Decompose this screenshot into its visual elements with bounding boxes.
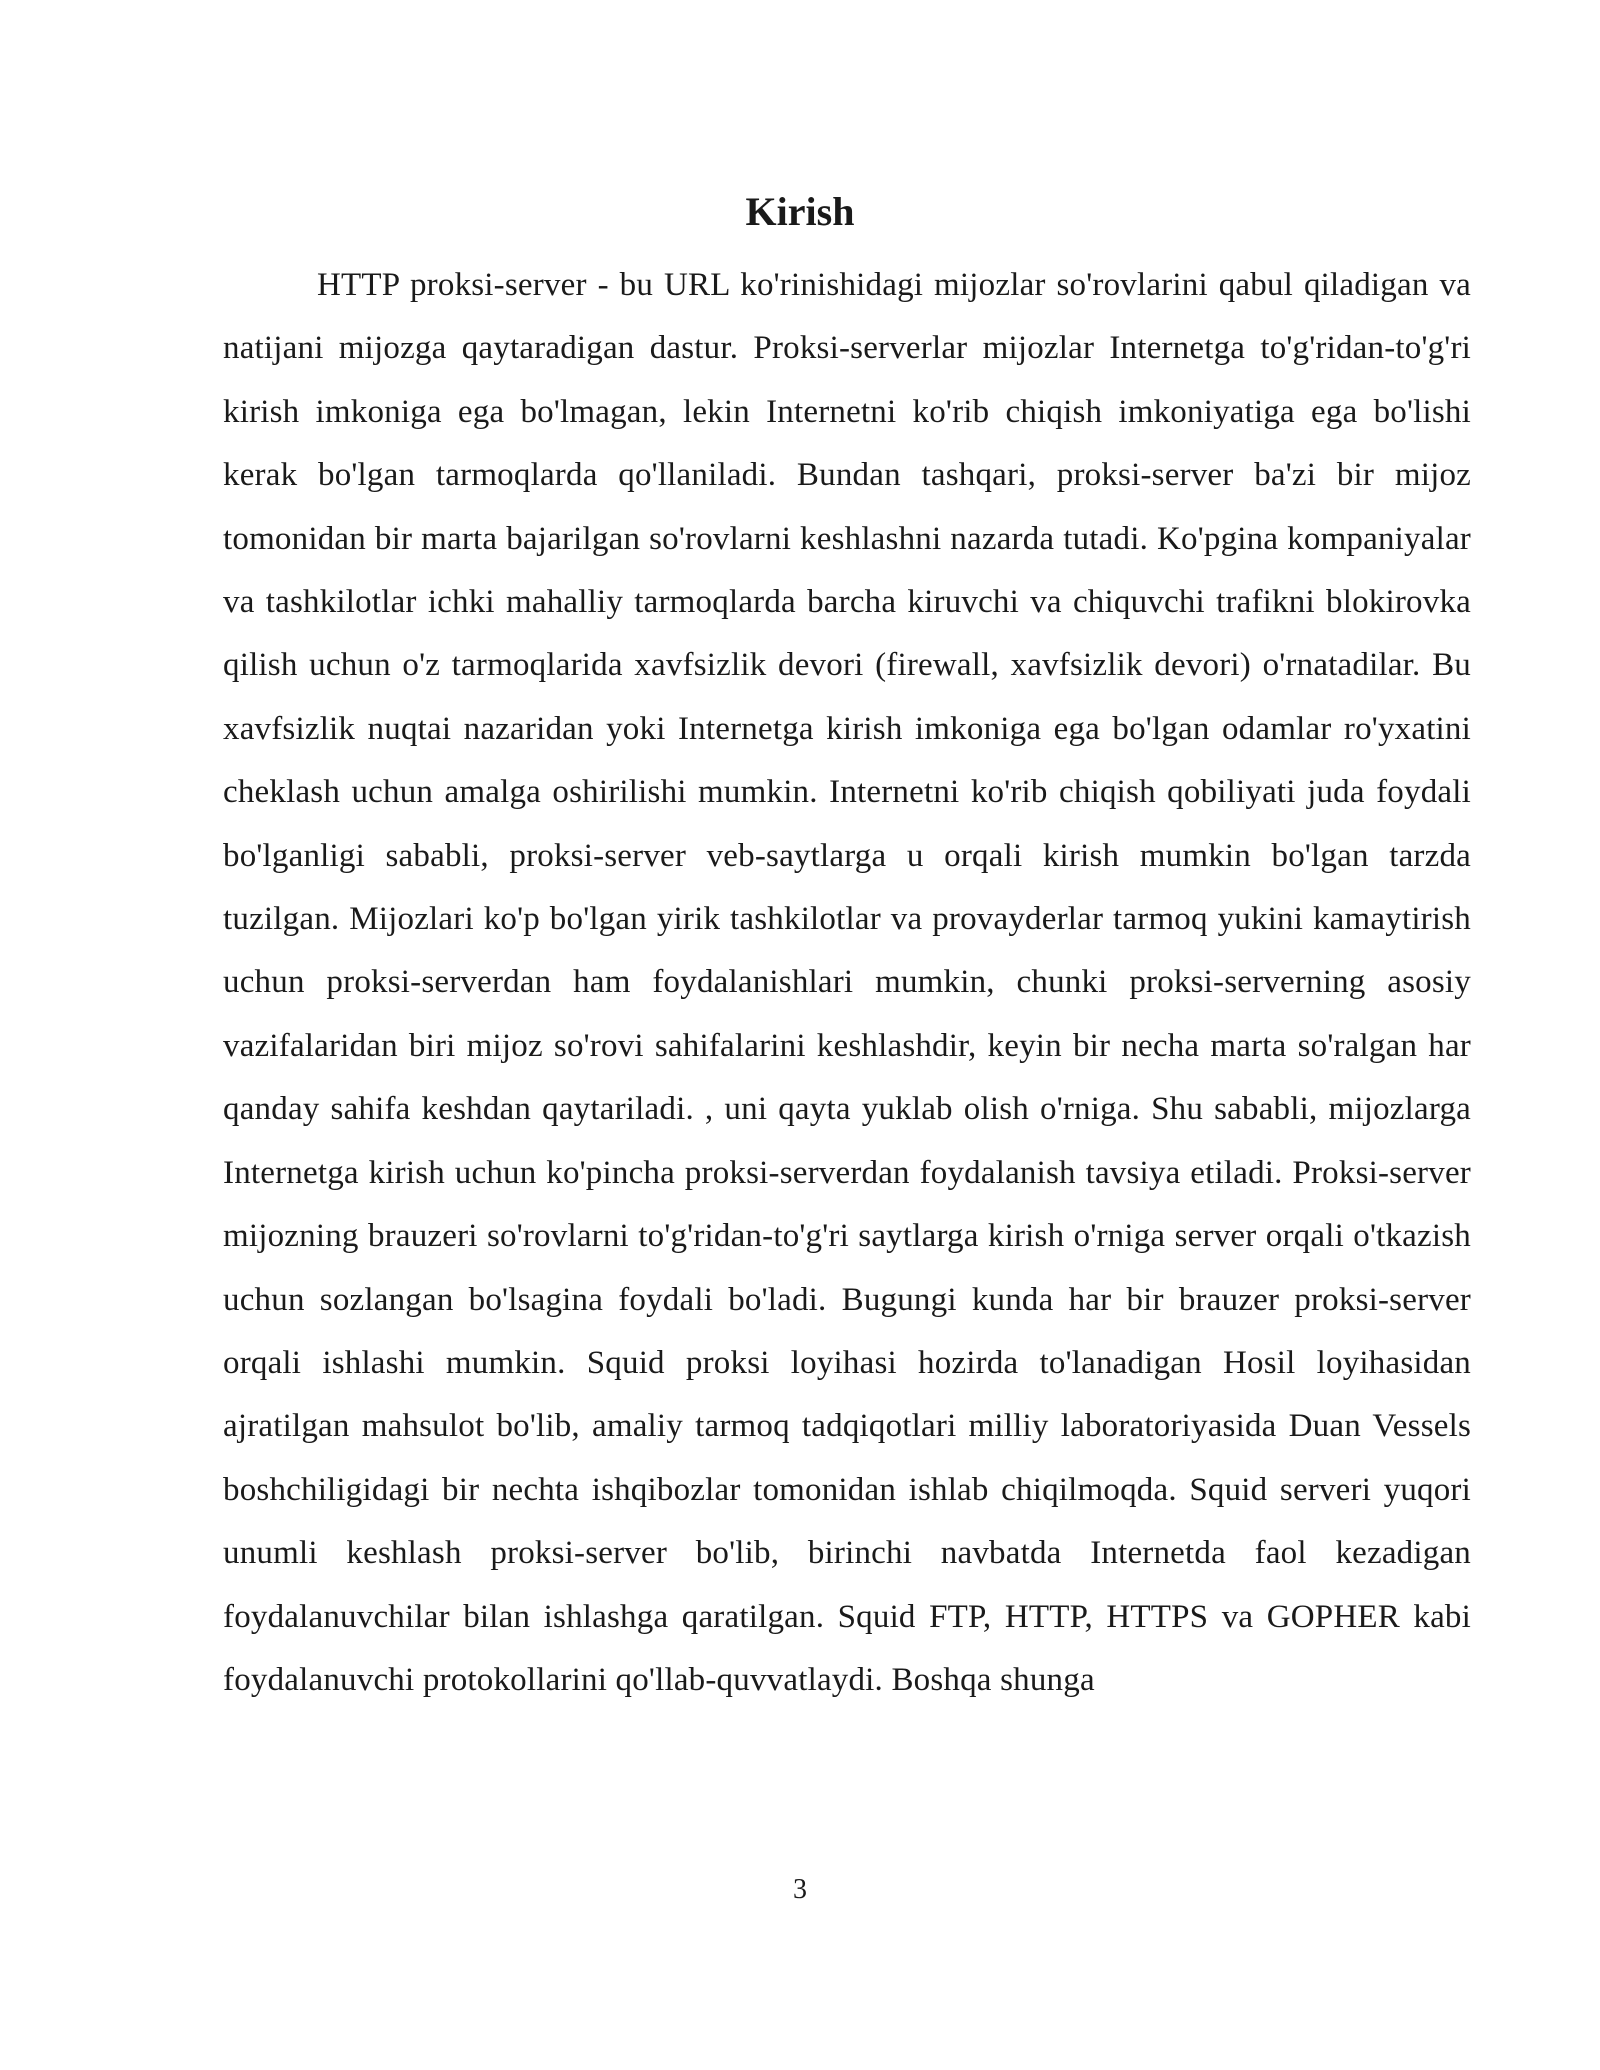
body-paragraph: HTTP proksi-server - bu URL ko'rinishidagi mijozlar so'rovlarini qabul qiladigan va natijani mijozga qaytaradigan dastur. Proksi-serverlar mijozlar Internetga to'g'ridan-to'g'ri kirish imkoniga ega bo'lmagan, lekin Internetni ko'rib chiqish imkoniyatiga ega bo'lishi kerak bo'lgan tarmoqlarda qo'llaniladi. Bundan tashqari, proksi-server ba'zi bir mijoz tomonidan bir marta bajarilgan so'rovlarni keshlashni nazarda tutadi. Ko'pgina kompaniyalar va tashkilotlar ichki mahalliy tarmoqlarda barcha kiruvchi va chiquvchi trafikni blokirovka qilish uchun o'z tarmoqlarida xavfsizlik devori (firewall, xavfsizlik devori) o'rnatadilar. Bu xavfsizlik nuqtai nazaridan yoki Internetga kirish imkoniga ega bo'lgan odamlar ro'yxatini cheklash uchun amalga oshirilishi mumkin. Internetni ko'rib chiqish qobiliyati juda foydali bo'lganligi sababli, proksi-server veb-saytlarga u orqali kirish mumkin bo'lgan tarzda tuzilgan. Mijozlari ko'p bo'lgan yirik tashkilotlar va provayderlar tarmoq yukini kamaytirish uchun proksi-serverdan ham foydalanishlari mumkin, chunki proksi-serverning asosiy vazifalaridan biri mijoz so'rovi sahifalarini keshlashdir, keyin bir necha marta so'ralgan har qanday sahifa keshdan qaytariladi. , uni qayta yuklab olish o'rniga. Shu sababli, mijozlarga Internetga kirish uchun ko'pincha proksi-serverdan foydalanish tavsiya etiladi. Proksi-server mijozning brauzeri so'rovlarni to'g'ridan-to'g'ri saytlarga kirish o'rniga server orqali o'tkazish uchun sozlangan bo'lsagina foydali bo'ladi. Bugungi kunda har bir brauzer proksi-server orqali ishlashi mumkin. Squid proksi loyihasi hozirda to'lanadigan Hosil loyihasidan ajratilgan mahsulot bo'lib, amaliy tarmoq tadqiqotlari milliy laboratoriyasida Duan Vessels boshchiligidagi bir nechta ishqibozlar tomonidan ishlab chiqilmoqda. Squid serveri yuqori unumli keshlash proksi-server bo'lib, birinchi navbatda Internetda faol kezadigan foydalanuvchilar bilan ishlashga qaratilgan. Squid FTP, HTTP, HTTPS va GOPHER kabi foydalanuvchi protokollarini qo'llab-quvvatlaydi. Boshqa shunga [223,267,1471,1698]
page-number: 3 [793,1874,807,1905]
page-title: Kirish [745,189,855,234]
